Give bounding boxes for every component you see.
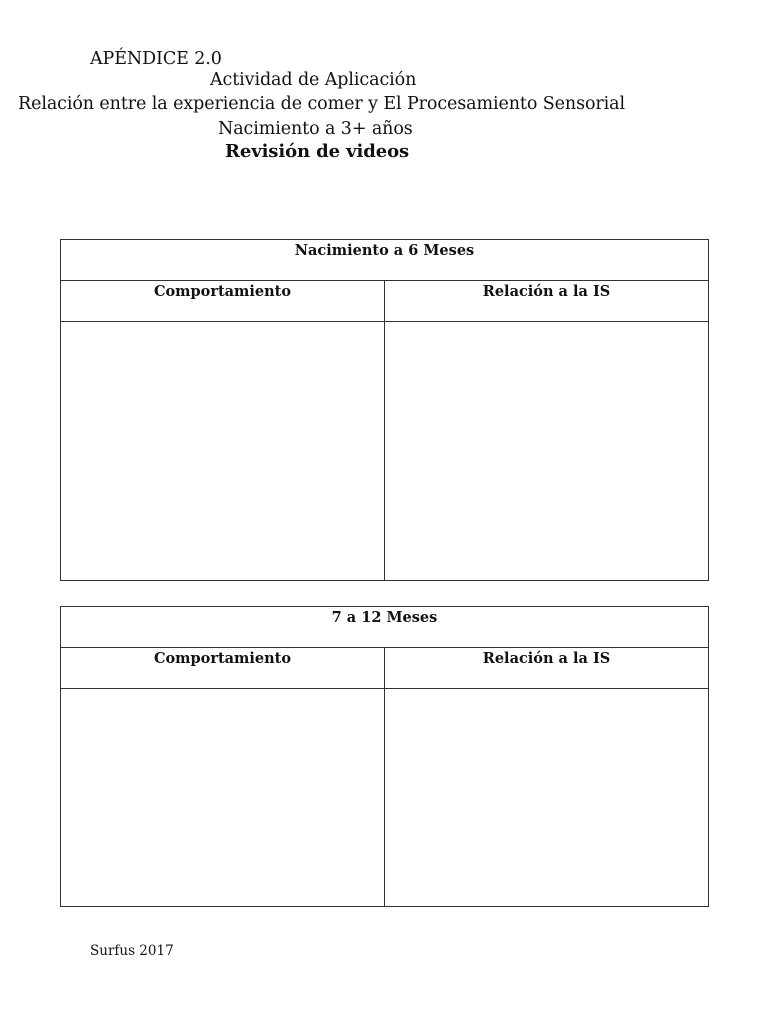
table-title: Nacimiento a 6 Meses xyxy=(294,242,475,259)
column-header-relation xyxy=(385,648,709,689)
age-range-title: Nacimiento a 3+ años xyxy=(218,119,413,139)
behavior-entry-cell[interactable] xyxy=(61,689,385,907)
column-header-label: Relación a la IS xyxy=(482,283,611,300)
relation-entry-cell[interactable] xyxy=(385,689,709,907)
table-title-cell xyxy=(61,607,709,648)
footer-credit: Surfus 2017 xyxy=(90,943,174,959)
column-header-behavior xyxy=(61,281,385,322)
column-header-label: Comportamiento xyxy=(153,283,292,300)
appendix-label: APÉNDICE 2.0 xyxy=(90,49,222,69)
relation-title: Relación entre la experiencia de comer y El Procesamiento Sensorial xyxy=(18,94,625,114)
column-header-behavior xyxy=(61,648,385,689)
table-birth-to-6-months xyxy=(60,239,709,581)
table-7-to-12-months xyxy=(60,606,709,907)
table-title: 7 a 12 Meses xyxy=(331,609,438,626)
activity-title: Actividad de Aplicación xyxy=(210,70,417,90)
column-header-relation xyxy=(385,281,709,322)
review-title: Revisión de videos xyxy=(225,141,410,162)
column-header-label: Relación a la IS xyxy=(482,650,611,667)
relation-entry-cell[interactable] xyxy=(385,322,709,581)
table-title-cell xyxy=(61,240,709,281)
behavior-entry-cell[interactable] xyxy=(61,322,385,581)
column-header-label: Comportamiento xyxy=(153,650,292,667)
